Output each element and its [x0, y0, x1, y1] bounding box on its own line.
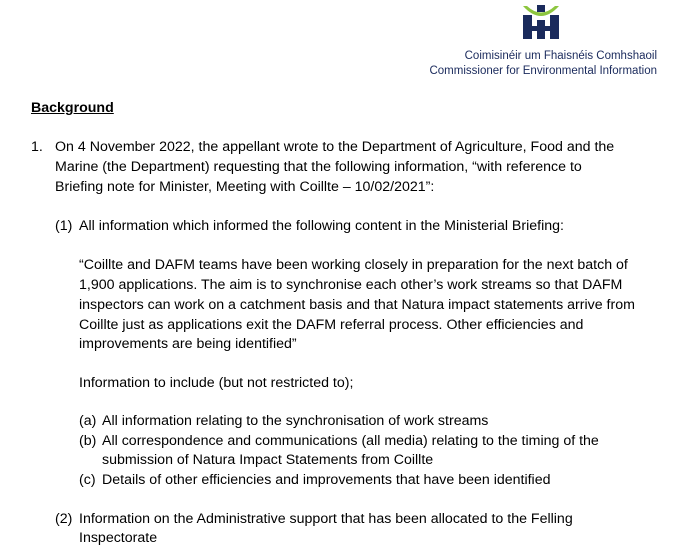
quote-line: “Coillte and DAFM teams have been working closely in preparation for the next batch of — [79, 257, 628, 273]
subitem-line: All correspondence and communications (all media) relating to the timing of the — [102, 433, 599, 449]
section-heading: Background — [31, 100, 114, 116]
subitem-label: (a) — [79, 413, 97, 429]
subitem-line: submission of Natura Impact Statements from Coillte — [102, 452, 434, 468]
quote-line: 1,900 applications. The aim is to synchronise each other’s work streams so that DAFM — [79, 277, 623, 293]
quote-line: inspectors can work on a catchment basis and that Natura impact statements arrive from — [79, 297, 635, 313]
subitem-label: (b) — [79, 433, 97, 449]
subitem-line: All information relating to the synchronisation of work streams — [102, 413, 489, 429]
item-number: 1. — [31, 139, 43, 155]
cei-logo — [520, 4, 562, 40]
org-name-english: Commissioner for Environmental Information — [429, 65, 657, 77]
include-intro: Information to include (but not restricted to); — [79, 375, 354, 391]
subitem-number: (2) — [55, 511, 73, 527]
quote-line: improvements are being identified” — [79, 336, 297, 352]
subitem-line: Details of other efficiencies and improvements that have been identified — [102, 472, 551, 488]
paragraph-line: On 4 November 2022, the appellant wrote to the Department of Agriculture, Food and the — [55, 139, 615, 155]
subitem-number: (1) — [55, 218, 73, 234]
subitem-line: Information on the Administrative support that has been allocated to the Felling — [79, 511, 573, 527]
paragraph-line: Marine (the Department) requesting that the following information, “with reference to — [55, 159, 582, 175]
subitem-line: Inspectorate — [79, 530, 158, 546]
org-name-irish: Coimisinéir um Fhaisnéis Comhshaoil — [464, 50, 657, 62]
quote-line: Coillte just as applications exit the DAFM referral process. Other efficiencies and — [79, 317, 584, 333]
subitem-text: All information which informed the following content in the Ministerial Briefing: — [79, 218, 564, 234]
paragraph-line: Briefing note for Minister, Meeting with Coillte – 10/02/2021”: — [55, 179, 435, 195]
subitem-label: (c) — [79, 472, 96, 488]
